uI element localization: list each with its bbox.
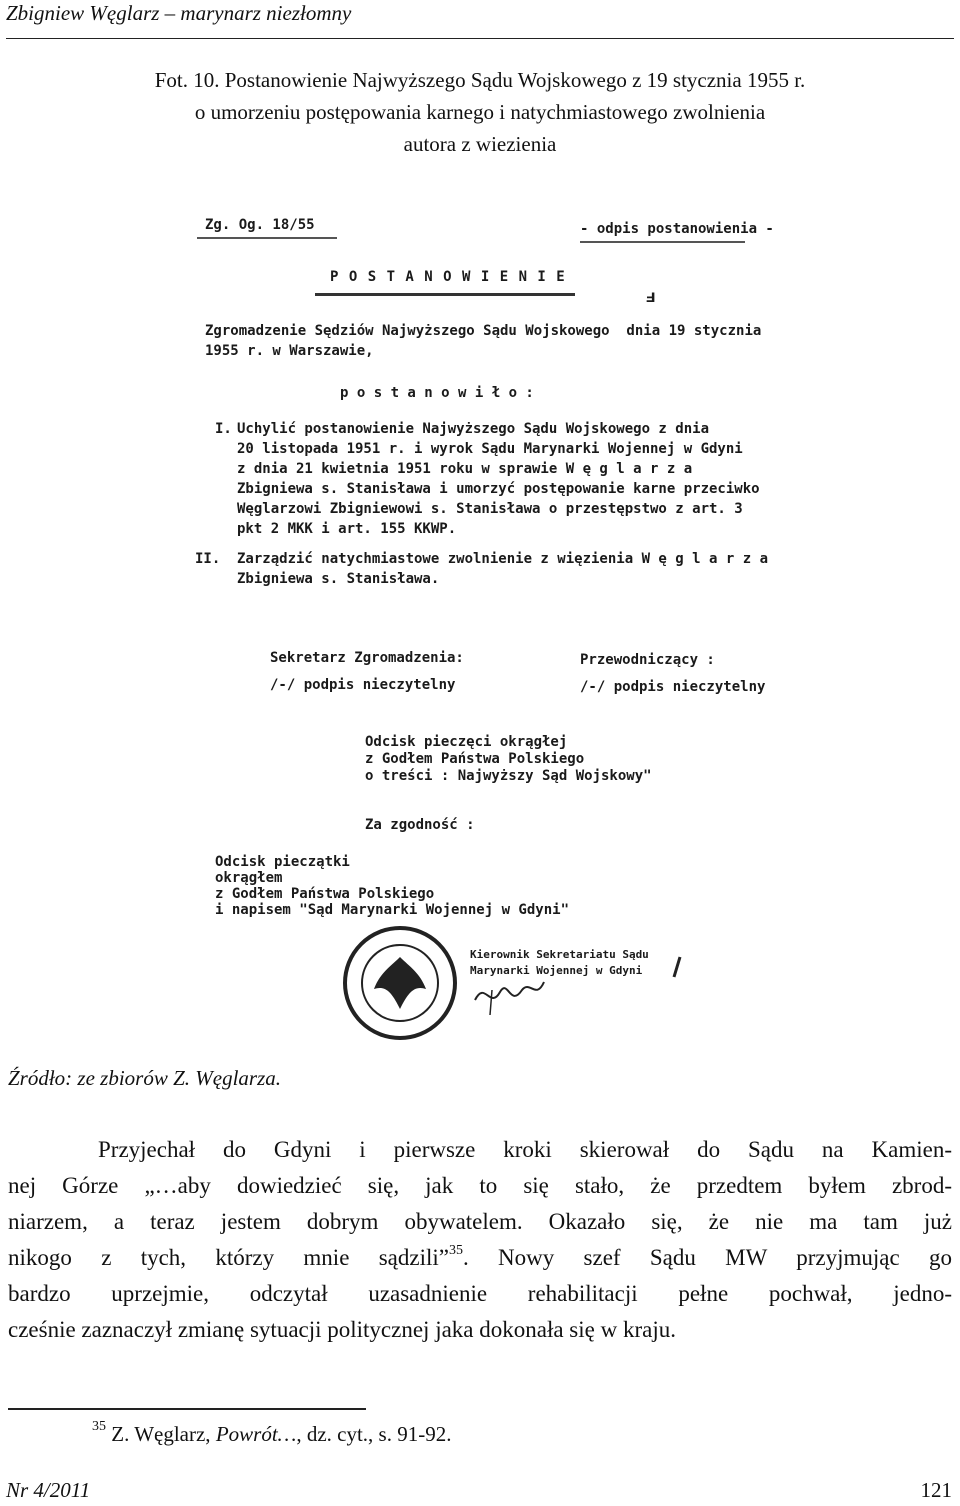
body-paragraph bbox=[8, 1132, 952, 1348]
doc-chairman-sign: /-/ podpis nieczytelny bbox=[580, 679, 766, 695]
body-line: bardzo uprzejmie, odczytał uzasadnienie rehabilitacji pełne pochwał, jedno- bbox=[8, 1281, 952, 1306]
doc-point-1-line: 20 listopada 1951 r. i wyrok Sądu Marynarki Wojennej w Gdyni bbox=[237, 441, 743, 457]
doc-seal-note: Odcisk pieczęci okrągłej bbox=[365, 734, 568, 750]
doc-assembly-line: 1955 r. w Warszawie, bbox=[205, 343, 374, 359]
running-head: Zbigniew Węglarz – marynarz niezłomny bbox=[6, 0, 954, 39]
doc-ref: Zg. Og. 18/55 bbox=[205, 217, 315, 233]
doc-point-1-line: z dnia 21 kwietnia 1951 roku w sprawie W ę g l a r z a bbox=[237, 461, 693, 477]
doc-point-1-line: Zbigniewa s. Stanisława i umorzyć postępowanie karne przeciwko bbox=[237, 481, 760, 497]
round-seal-icon bbox=[340, 923, 460, 1043]
doc-chairman-title: Przewodniczący : bbox=[580, 652, 715, 668]
footnote-text: Z. Węglarz, bbox=[111, 1422, 211, 1446]
doc-point-2-label: II. bbox=[195, 551, 221, 567]
doc-mark: ⅎ bbox=[645, 286, 656, 307]
doc-copy-note: - odpis postanowienia - bbox=[580, 221, 774, 237]
journal-issue: Nr 4/2011 bbox=[6, 1478, 91, 1502]
caption-line: o umorzeniu postępowania karnego i natychmiastowego zwolnienia bbox=[194, 100, 766, 124]
page-number: 121 bbox=[920, 1478, 952, 1502]
doc-point-2-line: Zarządzić natychmiastowe zwolnienie z więzienia W ę g l a r z a bbox=[237, 551, 769, 567]
signature-icon bbox=[470, 970, 550, 1020]
body-line-part: nikogo z tych, którzy mnie sądzili” bbox=[8, 1245, 449, 1270]
footnote-ref: 35 bbox=[448, 1243, 463, 1258]
tick-mark-icon bbox=[670, 955, 684, 979]
body-line-with-note bbox=[8, 1240, 952, 1276]
body-line: Przyjechał do Gdyni i pierwsze kroki skierował do Sądu na Kamien- bbox=[98, 1137, 952, 1162]
caption-line: autora z wiezienia bbox=[403, 132, 557, 156]
footnote-text: , dz. cyt., s. 91-92. bbox=[296, 1422, 452, 1446]
doc-stamp-note: z Godłem Państwa Polskiego bbox=[215, 886, 435, 902]
doc-stamp-note: i napisem "Sąd Marynarki Wojennej w Gdyni" bbox=[215, 902, 570, 918]
doc-point-1-line: Węglarzowi Zbigniewowi s. Stanisława o przestępstwo z art. 3 bbox=[237, 501, 743, 517]
footnote bbox=[92, 1418, 451, 1450]
doc-point-1-label: I. bbox=[215, 421, 232, 437]
footnote-number: 35 bbox=[92, 1419, 106, 1434]
body-line: niarzem, a teraz jestem dobrym obywatelem. Okazało się, że nie ma tam już bbox=[8, 1209, 952, 1234]
doc-point-2-line: Zbigniewa s. Stanisława. bbox=[237, 571, 440, 587]
doc-stamp-note: okrągłem bbox=[215, 870, 283, 886]
body-line-part: . Nowy szef Sądu MW przyjmując go bbox=[462, 1245, 952, 1270]
body-line: cześnie zaznaczył zmianę sytuacji politycznej jaka dokonała się w kraju. bbox=[8, 1317, 676, 1342]
doc-secretariat-stamp: Marynarki Wojennej w Gdyni bbox=[470, 964, 643, 977]
figure-caption bbox=[0, 64, 960, 160]
doc-seal-note: z Godłem Państwa Polskiego bbox=[365, 751, 585, 767]
body-line: nej Górze „…aby dowiedzieć się, jak to się stało, że przedtem byłem zbrod- bbox=[8, 1173, 952, 1198]
figure-source: Źródło: ze zbiorów Z. Węglarza. bbox=[8, 1066, 282, 1090]
document-facsimile bbox=[185, 195, 785, 1055]
doc-conformity: Za zgodność : bbox=[365, 817, 475, 833]
doc-copy-underline bbox=[580, 241, 745, 243]
doc-assembly-line: Zgromadzenie Sędziów Najwyższego Sądu Wojskowego dnia 19 stycznia bbox=[205, 323, 762, 339]
doc-secretary-title: Sekretarz Zgromadzenia: bbox=[270, 650, 464, 666]
doc-stamp-note: Odcisk pieczątki bbox=[215, 854, 350, 870]
doc-title: P O S T A N O W I E N I E bbox=[330, 269, 566, 285]
doc-title-underline bbox=[315, 293, 575, 296]
doc-ref-underline bbox=[197, 237, 337, 239]
doc-secretary-sign: /-/ podpis nieczytelny bbox=[270, 677, 456, 693]
footnote-rule bbox=[8, 1408, 366, 1410]
footnote-title: Powrót… bbox=[215, 1422, 297, 1446]
doc-decided: p o s t a n o w i ł o : bbox=[340, 385, 534, 401]
caption-line: Fot. 10. Postanowienie Najwyższego Sądu Wojskowego z 19 stycznia 1955 r. bbox=[154, 68, 806, 92]
doc-point-1-line: Uchylić postanowienie Najwyższego Sądu Wojskowego z dnia bbox=[237, 421, 710, 437]
doc-secretariat-stamp: Kierownik Sekretariatu Sądu bbox=[470, 948, 649, 961]
doc-seal-note: o treści : Najwyższy Sąd Wojskowy" bbox=[365, 768, 652, 784]
doc-point-1-line: pkt 2 MKK i art. 155 KKWP. bbox=[237, 521, 457, 537]
